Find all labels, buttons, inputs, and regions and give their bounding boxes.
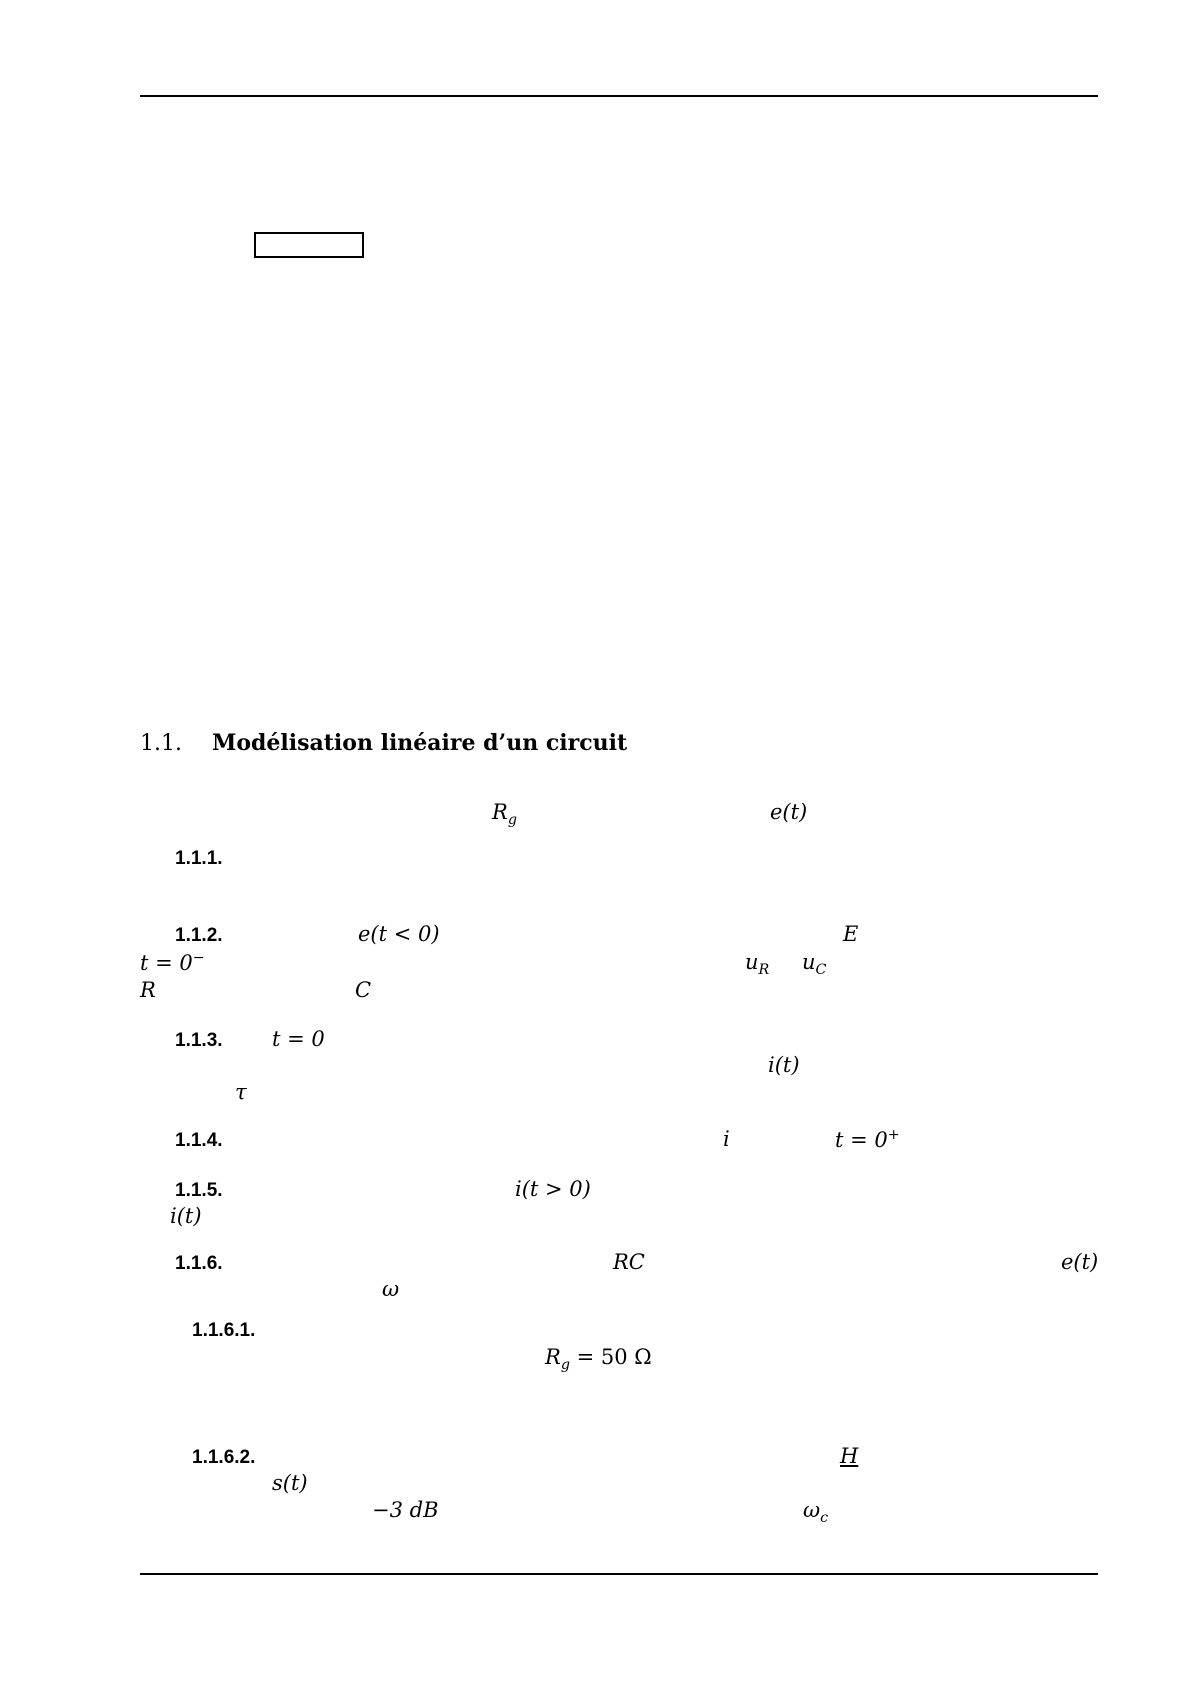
math-i-t-positive: i(t > 0) <box>515 1177 591 1201</box>
math-i-t-second: i(t) <box>170 1204 202 1228</box>
header-rule <box>140 95 1098 97</box>
math-H-complex: H <box>840 1444 859 1468</box>
math-R: R <box>140 978 156 1002</box>
math-s-t: s(t) <box>272 1471 308 1495</box>
section-number: 1.1. <box>140 731 182 756</box>
section-title: Modélisation linéaire d’un circuit <box>211 730 628 756</box>
math-RC: RC <box>613 1250 645 1274</box>
question-number-1-1-1: 1.1.1. <box>175 848 223 869</box>
question-number-1-1-5: 1.1.5. <box>175 1180 223 1201</box>
math-E: E <box>843 922 859 946</box>
math-e-t-negative: e(t < 0) <box>358 922 440 946</box>
math-e-t-second: e(t) <box>1061 1250 1099 1274</box>
empty-frame-box <box>254 232 364 258</box>
math-t-zero-minus: t = 0− <box>140 950 205 975</box>
math-e-t: e(t) <box>770 800 808 824</box>
question-number-1-1-6: 1.1.6. <box>175 1253 223 1274</box>
math-uC: $u_C$ <box>802 950 827 979</box>
question-number-1-1-3: 1.1.3. <box>175 1030 223 1051</box>
question-number-1-1-2: 1.1.2. <box>175 925 223 946</box>
question-number-1-1-4: 1.1.4. <box>175 1130 223 1151</box>
math-i-t: i(t) <box>768 1053 800 1077</box>
math-minus-3dB: −3 dB <box>372 1498 439 1522</box>
section-heading <box>140 730 627 756</box>
math-omega: ω <box>382 1277 400 1301</box>
math-uR: $u_R$ <box>745 950 770 979</box>
math-t-zero-plus: t = 0+ <box>835 1127 900 1152</box>
math-tau: τ <box>235 1080 247 1104</box>
math-i: i <box>723 1127 730 1151</box>
math-omega-c: $\omega_c$ <box>803 1498 829 1527</box>
footer-rule <box>140 1573 1098 1575</box>
math-Rg-value: $R_g = 50$ Ω <box>545 1345 652 1374</box>
question-number-1-1-6-1: 1.1.6.1. <box>192 1320 256 1341</box>
math-t-eq-0: t = 0 <box>272 1027 325 1051</box>
question-number-1-1-6-2: 1.1.6.2. <box>192 1447 256 1468</box>
math-C: C <box>355 978 372 1002</box>
math-Rg: $R_g$ <box>492 800 517 829</box>
